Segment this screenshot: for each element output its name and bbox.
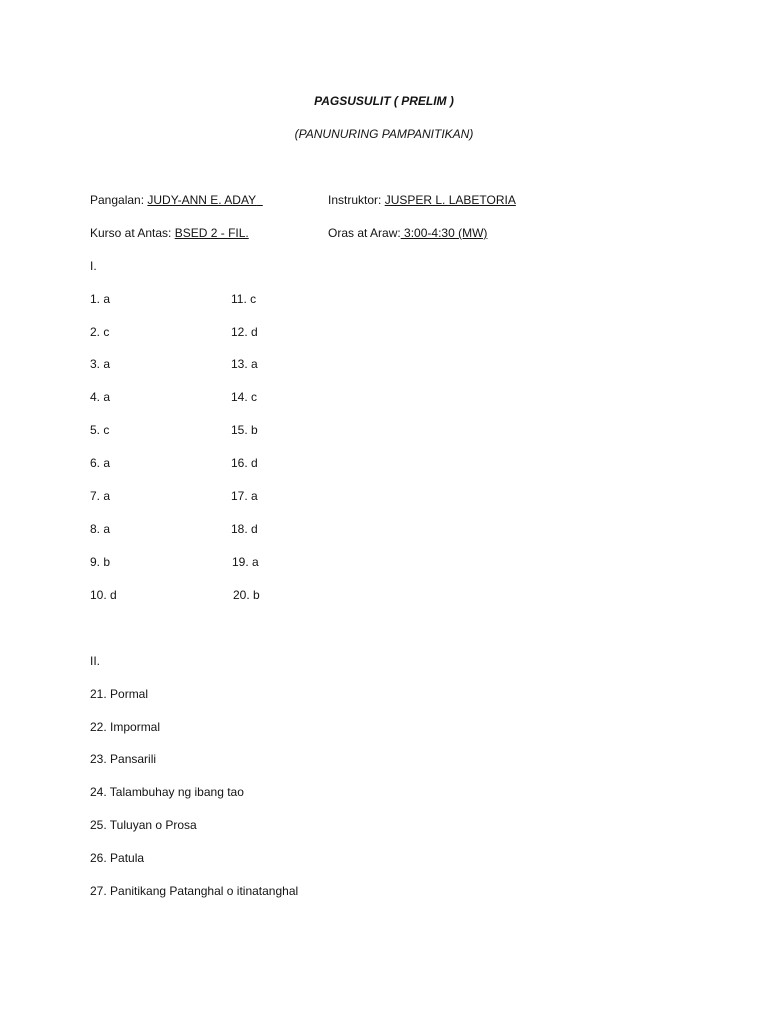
answer-item: 18. d [231,522,258,536]
answer-item: 23. Pansarili [90,752,157,766]
course-label: Kurso at Antas: [90,226,175,240]
answer-item: 20. b [233,588,260,602]
answer-item: 11. c [231,292,257,306]
answer-item: 3. a [90,357,111,371]
answer-item: 27. Panitikang Patanghal o itinatanghal [90,884,299,898]
answer-item: 5. c [90,423,110,437]
answer-item: 8. a [90,522,111,536]
answer-item: 25. Tuluyan o Prosa [90,818,197,832]
schedule-label: Oras at Araw: [328,226,401,240]
instructor-line [328,193,516,207]
answer-item: 21. Pormal [90,687,149,701]
answer-item: 13. a [231,357,258,371]
answer-item: 16. d [231,456,258,470]
answer-item: 19. a [232,555,259,569]
answer-item: 2. c [90,325,110,339]
course-value: BSED 2 - FIL. [174,226,249,240]
answer-item: 15. b [231,423,258,437]
answer-item: 7. a [90,489,111,503]
answer-item: 14. c [231,390,258,404]
answer-item: 22. Impormal [90,720,161,734]
answer-item: 24. Talambuhay ng ibang tao [90,785,244,799]
instructor-value: JUSPER L. LABETORIA [384,193,516,207]
answer-item: 26. Patula [90,851,145,865]
course-line [90,226,249,240]
answer-item: 10. d [90,588,117,602]
answer-item: 1. a [90,292,111,306]
exam-subtitle: (PANUNURING PAMPANITIKAN) [294,127,474,141]
instructor-label: Instruktor: [328,193,385,207]
student-name-line [90,193,263,207]
name-label: Pangalan: [90,193,148,207]
name-value: JUDY-ANN E. ADAY [147,193,257,207]
schedule-line [328,226,487,240]
schedule-value: 3:00-4:30 (MW) [400,226,488,240]
answer-item: 12. d [231,325,258,339]
answer-item: 4. a [90,390,111,404]
part2-heading: II. [90,654,101,668]
exam-title: PAGSUSULIT ( PRELIM ) [314,94,454,108]
answer-item: 6. a [90,456,111,470]
answer-item: 17. a [231,489,258,503]
answer-item: 9. b [90,555,111,569]
part1-heading: I. [90,259,97,273]
